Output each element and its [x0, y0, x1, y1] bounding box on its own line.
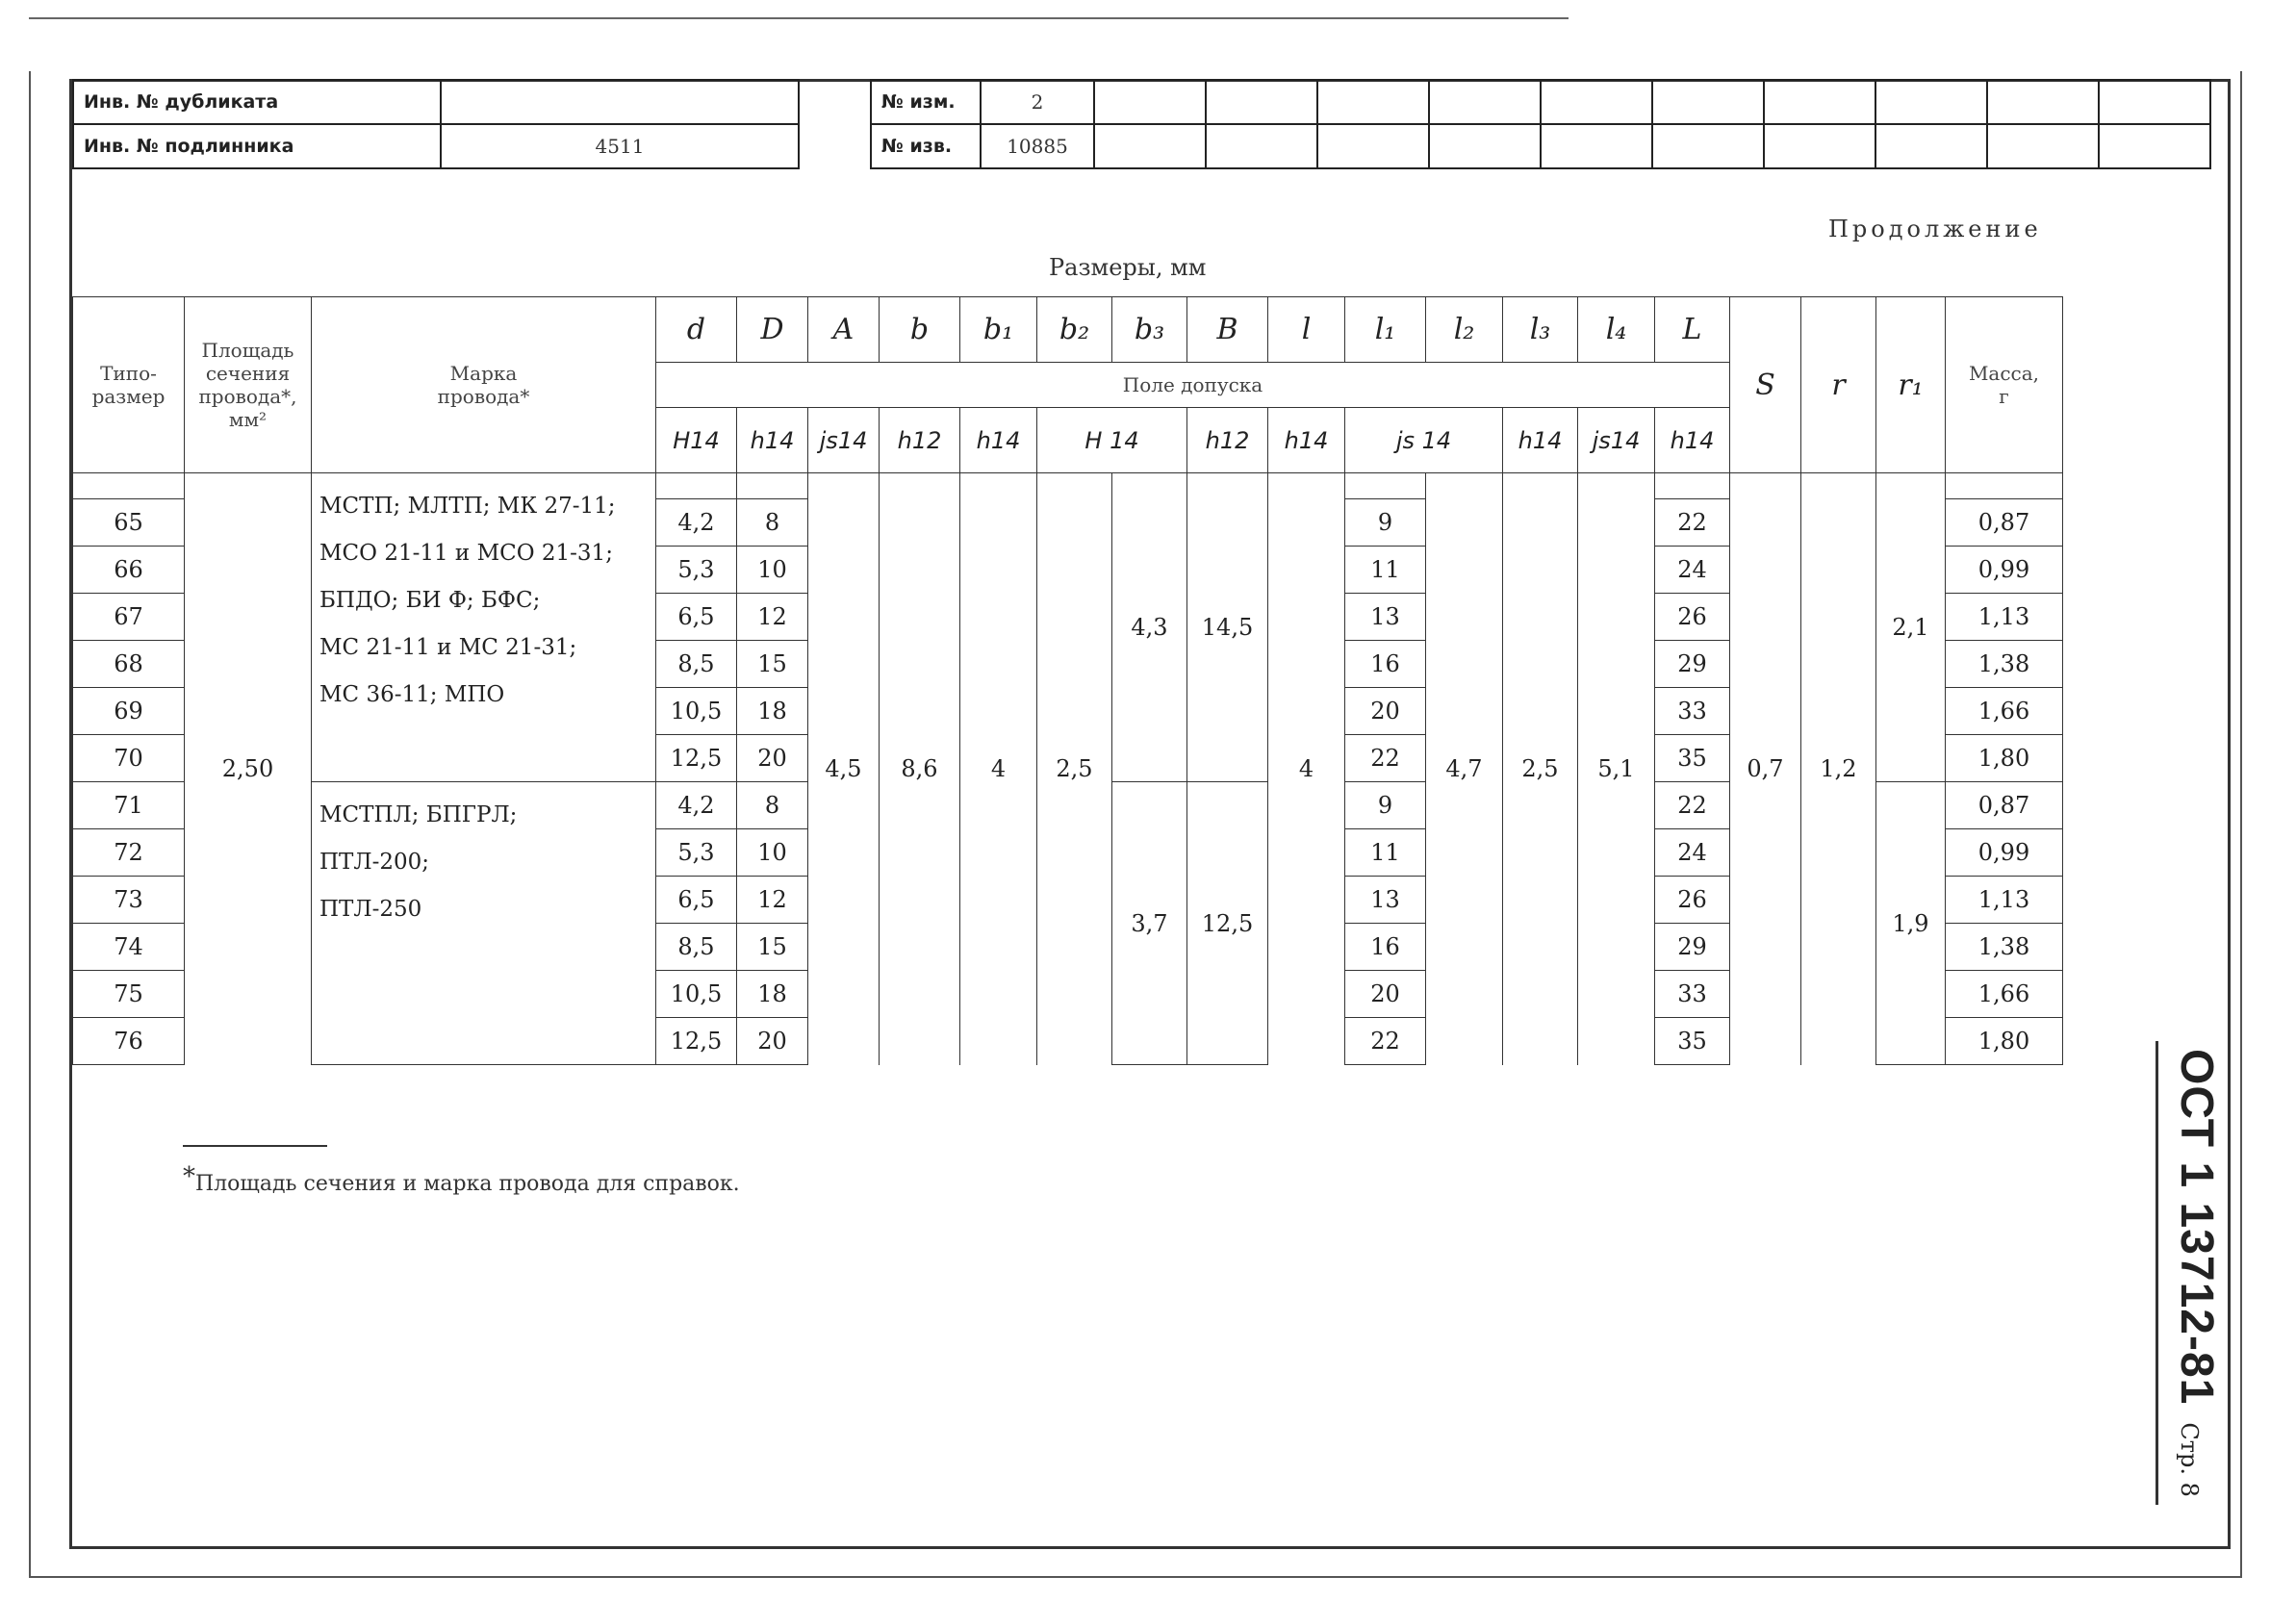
mass-cell: 1,66 — [1946, 688, 2063, 735]
l1-cell: 13 — [1345, 877, 1426, 924]
brand-group-1: МСТП; МЛТП; МК 27-11; МСО 21-11 и МСО 21-31; БПДО; БИ Ф; БФС; МС 21-11 и МС 21-31; МС 36-11; МПО — [312, 473, 656, 782]
duplicate-value — [441, 80, 799, 124]
D-cell: 20 — [737, 1018, 808, 1065]
document-code: ОСТ 1 13712-81 — [2171, 1049, 2222, 1406]
tol-B: h12 — [1187, 408, 1268, 473]
D-cell: 18 — [737, 971, 808, 1018]
sym-l4: l₄ — [1578, 297, 1655, 363]
value-B-group2: 12,5 — [1187, 782, 1268, 1065]
d-cell: 12,5 — [656, 735, 737, 782]
sym-l2: l₂ — [1426, 297, 1503, 363]
value-l4: 5,1 — [1578, 473, 1655, 1065]
tol-b1: h14 — [960, 408, 1037, 473]
value-b2: 2,5 — [1037, 473, 1112, 1065]
brand-header: Марка провода* — [312, 297, 656, 473]
mass-cell: 0,99 — [1946, 829, 2063, 877]
footnote-text: Площадь сечения и марка провода для справок. — [195, 1172, 740, 1196]
L-cell: 22 — [1655, 782, 1730, 829]
sym-A: A — [808, 297, 880, 363]
d-cell: 8,5 — [656, 924, 737, 971]
mass-header: Масса, г — [1946, 297, 2063, 473]
value-b3-group1: 4,3 — [1112, 473, 1187, 782]
type-cell: 67 — [73, 594, 185, 641]
footnote-star: * — [183, 1162, 195, 1191]
mass-cell: 1,80 — [1946, 735, 2063, 782]
sizes-title: Размеры, мм — [1049, 254, 1207, 281]
tolerance-field-header: Поле допуска — [656, 363, 1730, 408]
mass-cell: 1,66 — [1946, 971, 2063, 1018]
L-cell: 24 — [1655, 829, 1730, 877]
value-b: 8,6 — [880, 473, 960, 1065]
sym-L: L — [1655, 297, 1730, 363]
D-cell: 15 — [737, 641, 808, 688]
d-cell: 4,2 — [656, 782, 737, 829]
tol-d: H14 — [656, 408, 737, 473]
brand-group-2: МСТПЛ; БПГРЛ; ПТЛ-200; ПТЛ-250 — [312, 782, 656, 1065]
D-cell: 12 — [737, 877, 808, 924]
change-stamp — [870, 79, 2211, 169]
type-cell: 69 — [73, 688, 185, 735]
D-cell: 20 — [737, 735, 808, 782]
value-l: 4 — [1268, 473, 1345, 1065]
sym-l3: l₃ — [1503, 297, 1578, 363]
d-cell: 5,3 — [656, 829, 737, 877]
tol-D: h14 — [737, 408, 808, 473]
L-cell: 29 — [1655, 641, 1730, 688]
l1-cell: 11 — [1345, 547, 1426, 594]
type-cell: 71 — [73, 782, 185, 829]
type-cell: 65 — [73, 499, 185, 547]
L-cell: 35 — [1655, 1018, 1730, 1065]
value-r1-group1: 2,1 — [1876, 473, 1946, 782]
d-cell: 8,5 — [656, 641, 737, 688]
sym-b2: b₂ — [1037, 297, 1112, 363]
l1-cell: 11 — [1345, 829, 1426, 877]
d-cell: 5,3 — [656, 547, 737, 594]
value-l2: 4,7 — [1426, 473, 1503, 1065]
D-cell: 10 — [737, 829, 808, 877]
sym-b: b — [880, 297, 960, 363]
l1-cell: 9 — [1345, 499, 1426, 547]
duplicate-label: Инв. № дубликата — [73, 80, 441, 124]
tol-l4: js14 — [1578, 408, 1655, 473]
type-cell: 73 — [73, 877, 185, 924]
top-border-line — [29, 17, 1569, 19]
d-cell: 4,2 — [656, 499, 737, 547]
r-header: r — [1801, 297, 1876, 473]
original-value: 4511 — [441, 124, 799, 168]
d-cell: 10,5 — [656, 971, 737, 1018]
L-cell: 29 — [1655, 924, 1730, 971]
type-cell: 68 — [73, 641, 185, 688]
s-header: S — [1730, 297, 1801, 473]
tol-l1-l2: js 14 — [1345, 408, 1503, 473]
D-cell: 10 — [737, 547, 808, 594]
l1-cell: 22 — [1345, 1018, 1426, 1065]
dimensions-table — [72, 296, 2063, 1065]
type-cell: 74 — [73, 924, 185, 971]
l1-cell: 13 — [1345, 594, 1426, 641]
tol-b2-b3: H 14 — [1037, 408, 1187, 473]
l1-cell: 9 — [1345, 782, 1426, 829]
tol-l: h14 — [1268, 408, 1345, 473]
mass-cell: 1,13 — [1946, 877, 2063, 924]
value-A: 4,5 — [808, 473, 880, 1065]
mass-cell: 1,13 — [1946, 594, 2063, 641]
value-B-group1: 14,5 — [1187, 473, 1268, 782]
sym-l: l — [1268, 297, 1345, 363]
notice-label: № изв. — [871, 124, 981, 168]
d-cell: 10,5 — [656, 688, 737, 735]
d-cell: 6,5 — [656, 594, 737, 641]
d-cell: 6,5 — [656, 877, 737, 924]
value-r: 1,2 — [1801, 473, 1876, 1065]
mass-cell: 0,87 — [1946, 782, 2063, 829]
L-cell: 26 — [1655, 877, 1730, 924]
type-cell: 76 — [73, 1018, 185, 1065]
D-cell: 18 — [737, 688, 808, 735]
d-cell: 12,5 — [656, 1018, 737, 1065]
l1-cell: 20 — [1345, 971, 1426, 1018]
mass-cell: 1,80 — [1946, 1018, 2063, 1065]
type-cell: 70 — [73, 735, 185, 782]
l1-cell: 22 — [1345, 735, 1426, 782]
L-cell: 26 — [1655, 594, 1730, 641]
type-cell: 66 — [73, 547, 185, 594]
tol-b: h12 — [880, 408, 960, 473]
l1-cell: 20 — [1345, 688, 1426, 735]
sym-B: B — [1187, 297, 1268, 363]
inventory-stamp — [72, 79, 800, 169]
tol-L: h14 — [1655, 408, 1730, 473]
original-label: Инв. № подлинника — [73, 124, 441, 168]
L-cell: 24 — [1655, 547, 1730, 594]
value-b3-group2: 3,7 — [1112, 782, 1187, 1065]
change-value: 2 — [981, 80, 1094, 124]
notice-value: 10885 — [981, 124, 1094, 168]
type-cell: 75 — [73, 971, 185, 1018]
D-cell: 15 — [737, 924, 808, 971]
tol-l3: h14 — [1503, 408, 1578, 473]
footnote — [183, 1162, 740, 1196]
sym-b3: b₃ — [1112, 297, 1187, 363]
page-number: Стр. 8 — [2176, 1422, 2203, 1497]
D-cell: 8 — [737, 499, 808, 547]
sym-l1: l₁ — [1345, 297, 1426, 363]
l1-cell: 16 — [1345, 641, 1426, 688]
L-cell: 33 — [1655, 688, 1730, 735]
mass-cell: 1,38 — [1946, 924, 2063, 971]
change-label: № изм. — [871, 80, 981, 124]
footnote-divider — [183, 1145, 327, 1147]
value-S: 0,7 — [1730, 473, 1801, 1065]
mass-cell: 0,87 — [1946, 499, 2063, 547]
value-b1: 4 — [960, 473, 1037, 1065]
sym-D: D — [737, 297, 808, 363]
type-cell: 72 — [73, 829, 185, 877]
l1-cell: 16 — [1345, 924, 1426, 971]
r1-header: r₁ — [1876, 297, 1946, 473]
D-cell: 8 — [737, 782, 808, 829]
tol-A: js14 — [808, 408, 880, 473]
L-cell: 35 — [1655, 735, 1730, 782]
mass-cell: 1,38 — [1946, 641, 2063, 688]
value-l3: 2,5 — [1503, 473, 1578, 1065]
sym-d: d — [656, 297, 737, 363]
type-size-header: Типо- размер — [73, 297, 185, 473]
D-cell: 12 — [737, 594, 808, 641]
continued-label: Продолжение — [1828, 216, 2042, 242]
sym-b1: b₁ — [960, 297, 1037, 363]
L-cell: 33 — [1655, 971, 1730, 1018]
document-code-stamp — [2156, 1049, 2223, 1511]
L-cell: 22 — [1655, 499, 1730, 547]
area-value: 2,50 — [185, 473, 312, 1065]
area-header: Площадь сечения провода*, мм² — [185, 297, 312, 473]
value-r1-group2: 1,9 — [1876, 782, 1946, 1065]
mass-cell: 0,99 — [1946, 547, 2063, 594]
